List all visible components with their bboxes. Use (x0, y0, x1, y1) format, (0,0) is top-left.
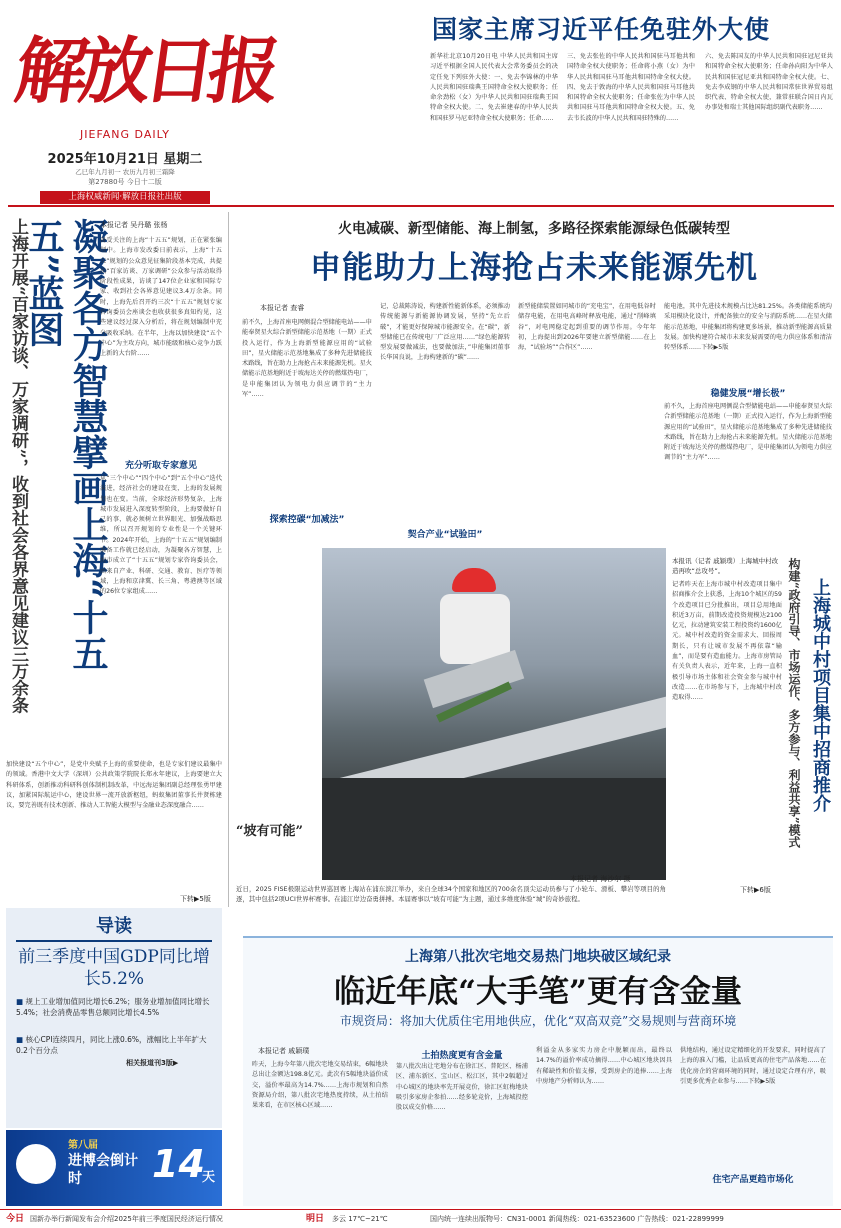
athlete-shirt (440, 594, 510, 664)
left-story-body-b: 从“三个中心”“四个中心”到“五个中心”迭代演进，经济社会的建设在变，上海的发展规划也在变。当前，全球经济形势复杂，上海城市发展进入深度转型阶段，上海要做好自己的事，就必须树立世界眼光、加强战略思维，所以召开规划的专业性是一个关键环节。2024年开始，上海的“十五五”规划编制准备工作就已经启动，为凝聚各方智慧，上海市成立了“十五五”规划专家咨询委员会，由来自产业、科研、交通、教育、医疗等领域，上海和京津冀、长三角、粤港澳等区域的26位专家组成…… (100, 475, 222, 596)
lunar-date: 乙巳年九月初一 农历九月初三霜降 (75, 168, 175, 176)
left-story-byline: 本报记者 吴丹璐 张杨 (100, 221, 168, 229)
land-story-col2: 第八批次出让宅地分布在徐汇区、普陀区、杨浦区、浦东新区、宝山区、松江区，其中2幅超过中心城区的地块率先开展竞价，徐汇区虹梅地块吸引多家房企参拍……经多轮竞价，上海城投控股以成交价格…… (396, 1063, 528, 1112)
left-story-body-c: 加快建设“五个中心”，是党中央赋予上海的重要使命，也是专家们建议最集中的领域。香港中文大学（深圳）公共政策学院院长郑永年建议，上海要建立大科研体系，创新推动科研科创体制机制改革，中远海运集团副总经理张勇甲建议，加紧国际航运中心，建设世界一流开放新枢纽，蚂蚁集团董事长井贤栋建议，要完善既有技术创新、推动人工智能大模型与金融业态深度融合…… (6, 761, 222, 810)
expo-unit: 天 (202, 1170, 216, 1185)
publisher-slogan: 上海权威新闻·解放日报社出版 (40, 191, 210, 204)
main-story-col4b: 前不久，上海首座电网侧混合型储能电站——申能奉贤星火综合新型储能示范基地（一期）正式投入运行，作为上海新型能源应用的“试验田”，星火储能示范基地集成了多种先进储能技术路线，旨在助力上海抢占未来能源先机。星火储能示范基地附近于坡海达关停的燃煤热电厂，是申能集团认为领电力供应调节的“主力军”…… (664, 403, 832, 462)
footer-tomorrow-label: 明日 (306, 1214, 325, 1224)
left-continued: 下转▶5版 (180, 895, 211, 903)
footer-weather: 多云 17℃~21℃ (332, 1215, 388, 1223)
land-story-subhead: 市规资局：将加大优质住宅用地供应，优化“双高双竞”交易规则与营商环境 (339, 1014, 737, 1028)
footer-today-label: 今日 (6, 1214, 25, 1224)
footer-contact: 国内统一连续出版物号：CN31-0001 新闻热线：021-63523600 广告热线：021-22899999 (430, 1215, 724, 1223)
land-story-col1: 昨天，上海今年第八批次宅地交易结束，6幅地块总出让金额达198.8亿元。此次有5幅地块溢价成交，溢价率最高为14.7%……上海市规划和自然资源局介绍，第八批次宅地热度持续，从土拍结果来看，在市区核心区域…… (252, 1061, 388, 1110)
expo-mascot-icon (16, 1144, 56, 1184)
guide-item-2: ■ 核心CPI连续四月，同比上涨0.6%，涨幅比上半年扩大0.2个百分点 (16, 1035, 207, 1055)
top-story-headline: 国家主席习近平任免驻外大使 (432, 15, 771, 44)
main-story-headline: 申能助力上海抢占未来能源先机 (310, 250, 758, 286)
guide-rule (16, 940, 212, 942)
newspaper-pinyin: JIEFANG DAILY (80, 128, 170, 141)
crowd-shape (322, 778, 666, 880)
left-story-body-a: 备受关注的上海“十五五”规划，正在紧张编制中。上海市发改委日前表示，上海“十五五”规划的公众意见征集阶段基本完成，共提出“百家访谈、万家调研”公众参与活动取得阶段性成果，访谈了147位企业家和国际专家、收到社会各界意见建议3.4万余条。同时，上海先后召开约三次“十五五”规划专家咨询委员会座谈会也收获很多真知灼见，这些建议经过深入分析后，将在规划编制中充分吸收采纳。在半年，上海以加快建设“五个中心”为主攻方向，城市能级和核心竞争力跃上新的大台阶…… (100, 237, 222, 358)
athlete-cap (452, 568, 496, 592)
left-story-subhead: 上海开展“百家访谈、万家调研”，收到社会各界意见建议三万余条 (8, 218, 28, 714)
photo-caption: 近日，2025 FISE极限运动世界巡回赛上海站在浦东滨江举办，来自全球34个国家和地区的700余名顶尖运动员参与了小轮车、滑板、攀岩等项目的角逐，其中包括2项UCI世界杯赛事。在浦江岸边奋勇拼搏。本届赛事以“坡有可能”为主题，通过多维度体验“城”的奇妙旅程。 (236, 885, 666, 903)
guide-item-2-text: 核心CPI连续四月，同比上涨0.6%，涨幅比上半年扩大0.2个百分点 (16, 1035, 207, 1055)
right-story-subhead: 构建“政府引导、市场运作、多方参与、利益共享”模式 (787, 558, 801, 848)
main-section-2: 契合产业“试验田” (407, 530, 483, 540)
guide-headline: 前三季度中国GDP同比增长5.2% (18, 947, 210, 989)
masthead (10, 8, 279, 244)
land-story-col4: 供地结构，通过设定精细化的开发要求，同时提高了上海的准入门槛，让品质更高的住宅产品落地……在优化房企的营商环境的同时，通过设定合理有序，吸引更多优秀企业参与……下转▶5版 (680, 1047, 826, 1085)
top-story-col1: 新华社北京10月20日电 中华人民共和国主席习近平根据全国人民代表大会常务委员会的决定任免下列驻外大使：一、免去李锦林的中华人民共和国驻瑞典王国特命全权大使职务；任命余劲松（女）为中华人民共和国驻瑞典王国特命全权大使。二、免去崔建春的中华人民共和国驻罗马尼亚特命全权大使职务；任命…… (430, 53, 558, 122)
main-story-kicker: 火电减碳、新型储能、海上制氢，多路径探索能源绿色低碳转型 (338, 221, 730, 237)
right-story-byline: 本报讯（记者 戚颖璞）上海城中村改造再吹“总攻号”。 (672, 557, 779, 575)
page-footer (0, 1209, 841, 1228)
guide-more-link[interactable]: 相关报道刊3版▶ (126, 1059, 179, 1067)
masthead-divider (8, 205, 834, 207)
expo-days: 14 (152, 1142, 205, 1186)
guide-box (6, 908, 222, 1128)
left-story-headline: 凝聚各方智慧擘画上海“十五五”蓝图 (23, 218, 109, 671)
main-story-col4a: 能电池，其中先进技术规模占比达81.25%。各类储能系统均采用模块化设计，并配备独立的安全与消防系统……在星火储能示范基地，申能集团将构建更多场景，推动新型能源高质量发展。加快构建符合城市未来发展需要的电力供应体系和清洁转型体系……下转▶5版 (664, 303, 832, 352)
land-story-headline: 临近年底“大手笔”更有含金量 (334, 974, 742, 1010)
newspaper-logo: 解放日报 (10, 28, 279, 113)
land-story-byline: 本报记者 戚颖璞 (258, 1047, 310, 1055)
left-section-heading: 充分听取专家意见 (124, 461, 197, 471)
photo-caption-title: “坡有可能” (236, 824, 303, 839)
issue-number: 第27880号 今日十二版 (88, 178, 162, 186)
land-section-1: 土拍热度更有含金量 (421, 1051, 503, 1061)
land-section-2: 住宅产品更趋市场化 (712, 1175, 794, 1185)
main-section-1: 探索控碳“加减法” (269, 515, 345, 525)
column-divider-left (228, 212, 229, 907)
guide-item-1-text: 规上工业增加值同比增长6.2%；服务业增加值同比增长5.4%；社会消费品零售总额同比增长4.5% (16, 997, 210, 1017)
land-story-kicker: 上海第八批次宅地交易热门地块破区域纪录 (405, 949, 671, 965)
main-story-byline: 本报记者 查睿 (260, 304, 305, 312)
main-story-col3: 新型能储装置如同城市的“充电宝”，在用电低谷时储存电能，在用电高峰时释放电能，通过“削峰填谷”，对电网稳定起到重要的调节作用。今年年初，上海提出到2026年要建立新型储能……在上海，“试验场”“合作区”…… (518, 303, 656, 352)
right-continued: 下转▶6版 (740, 886, 771, 894)
top-story-col3: 六、免去陈国友的中华人民共和国驻冠尼亚共和国特命全权大使职务；任命孙向阳为中华人民共和国驻冠尼亚共和国特命全权大使。七、免去李成钢的中华人民共和国常驻世界贸易组织代表、特命全权大使，兼常驻联合国日内瓦办事处和瑞士其他国际组织副代表职务…… (705, 53, 833, 112)
issue-date: 2025年10月21日 星期二 (47, 152, 203, 167)
top-story-col2: 三、免去张佐的中华人民共和国驻马耳他共和国特命全权大使职务；任命蒋小燕（女）为中华人民共和国驻马耳他共和国特命全权大使。四、免去于敦海的中华人民共和国驻马耳他共和国特命全权大使职务；任命张佐为中华人民共和国驻马耳他共和国特命全权大使。五、免去韦长波的中华人民共和国驻特殊的…… (567, 53, 695, 122)
photo-credit: 本报记者 海沙尔 摄 (570, 875, 631, 883)
land-story-col3: 利溢金从多家实力房企中脱颖而出，最终以14.7%的溢价率成功摘得……中心城区地块因具有稀缺性和价值支撑，受到房企的追捧……上海中房地产分析师认为…… (536, 1047, 672, 1085)
guide-item-1: ■ 规上工业增加值同比增长6.2%；服务业增加值同比增长5.4%；社会消费品零售总额同比增长4.5% (16, 997, 210, 1017)
expo-label: 第八届 (68, 1140, 98, 1151)
expo-line: 进博会倒计时 (68, 1153, 138, 1187)
right-story-body: 记者昨天在上海市城中村改造项目集中招商推介会上获悉，上海10个城区的59个改造项目已分批推出，项目总用地面积近3万亩，前期改造投资规模达2100亿元，拉动建筑安装工程投资约1600亿元。城中村改造的资金需求大、回报周期长，只有让城市发展不再依靠“输血”，而是要有造血能力。上海市房管局有关负责人表示，近年来，上海一直积极引导市场主体和社会资金参与城中村改造……在市场参与下，上海城中村改造取得…… (672, 581, 782, 702)
guide-title: 导读 (96, 916, 132, 937)
expo-countdown-banner (6, 1130, 222, 1206)
main-section-3: 稳健发展“增长极” (710, 389, 786, 399)
right-story-headline: 上海城中村项目集中招商推介 (810, 578, 831, 812)
footer-today-items: 国新办举行新闻发布会介绍2025年前三季度国民经济运行情况 (30, 1215, 223, 1223)
main-story-col1: 前不久，上海首座电网侧混合型储能电站——申能奉贤星火综合新型储能示范基地（一期）正式投入运行，作为上海新型能源应用的“试验田”，星火储能示范基地集成了多种先进储能技术路线，旨在助力上海抢占未来能源先机。星火储能示范基地附近于坡海达关停的燃煤热电厂，是申能集团认为领电力供应调节的“主力军”…… (242, 319, 372, 399)
skateboard-photo (322, 548, 666, 880)
main-story-col2: 记，总裁陈涛说，构建新性能新体系，必须推动传统能源与新能源协调发展，坚持“先立后破”，才能更好保障城市能源安全。在“碳”，新型储能已在传统电厂广泛应用……“绿色能源转型发展要做减法，也要做加法，”申能集团董事长华国良说，上海构建新的“碳”…… (380, 303, 510, 362)
